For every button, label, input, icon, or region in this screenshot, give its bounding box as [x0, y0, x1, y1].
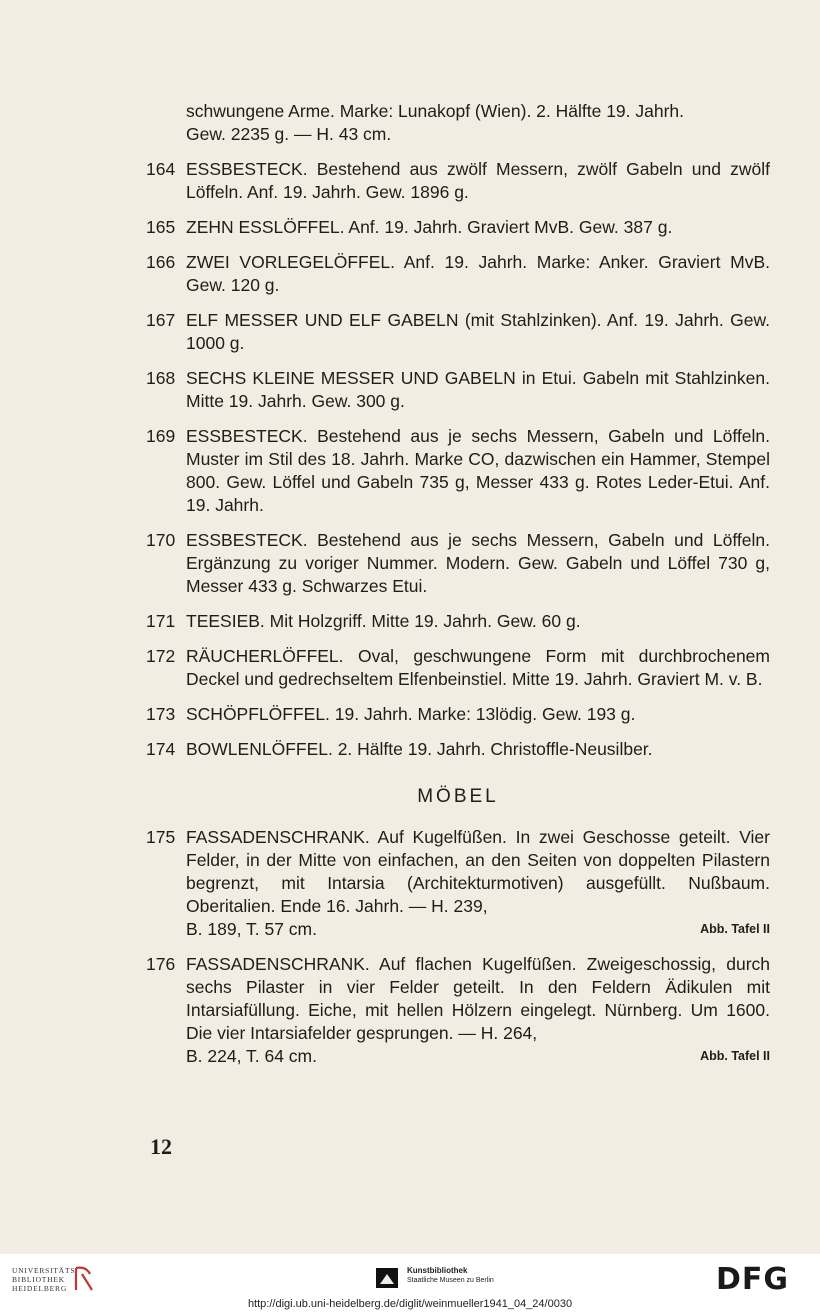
entry-number: 168	[146, 368, 176, 388]
kunstbibliothek-label[interactable]	[407, 1266, 494, 1286]
catalog-entry	[146, 367, 770, 413]
catalog-entry	[146, 738, 770, 761]
entry-text: SECHS KLEINE MESSER UND GABELN in Etui. Gabeln mit Stahlzinken. Mitte 19. Jahrh. Gew. 300 g.	[186, 368, 770, 411]
section-heading: MÖBEL	[417, 786, 499, 807]
kb-line-2: Staatliche Museen zu Berlin	[407, 1277, 494, 1284]
entry-text: ELF MESSER UND ELF GABELN (mit Stahlzinken). Anf. 19. Jahrh. Gew. 1000 g.	[186, 310, 770, 353]
catalog-entry	[146, 158, 770, 204]
entry-text: ZWEI VORLEGELÖFFEL. Anf. 19. Jahrh. Marke: Anker. Graviert MvB. Gew. 120 g.	[186, 252, 770, 295]
uni-line-2: BIBLIOTHEK	[12, 1275, 65, 1284]
catalog-entry	[146, 953, 770, 1068]
entry-number: 170	[146, 530, 176, 550]
entry-text: FASSADENSCHRANK. Auf Kugelfüßen. In zwei Geschosse geteilt. Vier Felder, in der Mitte von einfachen, an den Seiten von doppelten Pilastern begrenzt, mit Intarsia (Architekturmotiven) ausgefüllt. Nußbaum. Oberitalien. Ende 16. Jahrh. — H. 239,	[186, 827, 770, 916]
plate-reference: Abb. Tafel II	[700, 922, 770, 936]
catalog-entry	[146, 216, 770, 239]
entry-number: 166	[146, 252, 176, 272]
viewer-footer	[0, 1254, 820, 1314]
entry-number: 174	[146, 739, 176, 759]
entry-text: ESSBESTECK. Bestehend aus zwölf Messern, zwölf Gabeln und zwölf Löffeln. Anf. 19. Jahrh. Gew. 1896 g.	[186, 159, 770, 202]
catalog-text	[146, 100, 770, 1080]
continued-line-2: Gew. 2235 g. — H. 43 cm.	[186, 124, 392, 144]
entry-last-line: B. 224, T. 64 cm.	[186, 1046, 317, 1066]
dfg-logo[interactable]: DFG	[716, 1262, 790, 1297]
entry-number: 173	[146, 704, 176, 724]
entry-number: 175	[146, 827, 176, 847]
kunstbibliothek-logo-icon[interactable]	[376, 1268, 398, 1288]
plate-reference: Abb. Tafel II	[700, 1049, 770, 1063]
kb-line-1: Kunstbibliothek	[407, 1266, 468, 1275]
uni-line-1: UNIVERSITÄTS	[12, 1266, 76, 1275]
continued-entry	[146, 100, 770, 146]
entry-text: SCHÖPFLÖFFEL. 19. Jahrh. Marke: 13lödig. Gew. 193 g.	[186, 704, 636, 724]
entry-number: 165	[146, 217, 176, 237]
entry-text: ESSBESTECK. Bestehend aus je sechs Messern, Gabeln und Löffeln. Ergänzung zu voriger Nummer. Modern. Gew. Gabeln und Löffel 730 g, Messer 433 g. Schwarzes Etui.	[186, 530, 770, 596]
entry-number: 171	[146, 611, 176, 631]
catalog-entry	[146, 309, 770, 355]
page-url[interactable]: http://digi.ub.uni-heidelberg.de/diglit/weinmueller1941_04_24/0030	[247, 1298, 573, 1310]
entry-number: 164	[146, 159, 176, 179]
continued-line-1: schwungene Arme. Marke: Lunakopf (Wien). 2. Hälfte 19. Jahrh.	[186, 101, 685, 121]
catalog-entry	[146, 826, 770, 941]
catalog-entry	[146, 645, 770, 691]
heidelberg-library-label[interactable]	[12, 1266, 75, 1293]
entry-number: 169	[146, 426, 176, 446]
catalog-entry	[146, 425, 770, 517]
entry-text: TEESIEB. Mit Holzgriff. Mitte 19. Jahrh. Gew. 60 g.	[186, 611, 581, 631]
heidelberg-logo-icon[interactable]	[72, 1264, 96, 1294]
entry-text: ZEHN ESSLÖFFEL. Anf. 19. Jahrh. Graviert MvB. Gew. 387 g.	[186, 217, 673, 237]
entry-number: 172	[146, 646, 176, 666]
catalog-entry	[146, 610, 770, 633]
catalog-entry	[146, 703, 770, 726]
catalog-entry	[146, 529, 770, 598]
catalog-entry	[146, 251, 770, 297]
entry-text: FASSADENSCHRANK. Auf flachen Kugelfüßen. Zweigeschossig, durch sechs Pilaster in vier Felder geteilt. In den Feldern Ädikulen mit Intarsiafüllung. Eiche, mit hellen Hölzern eingelegt. Nürnberg. Um 1600. Die vier Intarsiafelder gesprungen. — H. 264,	[186, 954, 770, 1043]
entry-number: 176	[146, 954, 176, 974]
entry-text: ESSBESTECK. Bestehend aus je sechs Messern, Gabeln und Löffeln. Muster im Stil des 18. Jahrh. Marke CO, dazwischen ein Hammer, Stempel 800. Gew. Löffel und Gabeln 735 g, Messer 433 g. Rotes Leder-Etui. Anf. 19. Jahrh.	[186, 426, 770, 515]
uni-line-3: HEIDELBERG	[12, 1284, 68, 1293]
entry-last-line: B. 189, T. 57 cm.	[186, 919, 317, 939]
entry-text: RÄUCHERLÖFFEL. Oval, geschwungene Form mit durchbrochenem Deckel und gedrechseltem Elfenbeinstiel. Mitte 19. Jahrh. Graviert M. v. B.	[186, 646, 770, 689]
entry-number: 167	[146, 310, 176, 330]
page-number: 12	[150, 1134, 172, 1159]
entry-text: BOWLENLÖFFEL. 2. Hälfte 19. Jahrh. Christoffle-Neusilber.	[186, 739, 653, 759]
